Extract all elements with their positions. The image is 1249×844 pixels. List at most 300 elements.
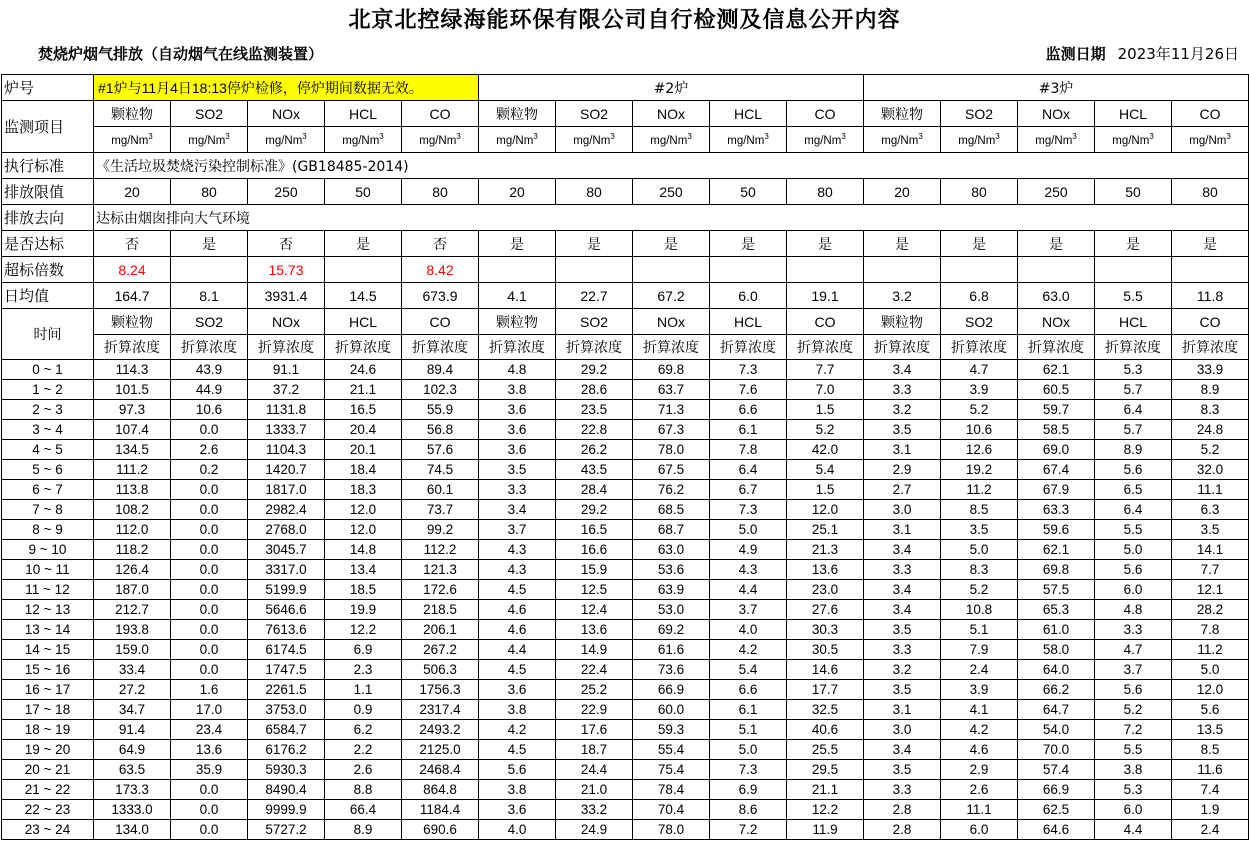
hour-value: 27.2: [94, 680, 171, 700]
page-title: 北京北控绿海能环保有限公司自行检测及信息公开内容: [348, 7, 901, 33]
hour-value: 3.4: [864, 540, 941, 560]
hour-value: 8.5: [1172, 740, 1249, 760]
hour-value: 3.9: [941, 680, 1018, 700]
hour-label: 0 ~ 1: [2, 360, 94, 380]
unit-text: mg/Nm: [727, 134, 765, 147]
pollutant-header-lower: 颗粒物: [94, 309, 171, 335]
hour-value: 5930.3: [248, 760, 325, 780]
hour-value: 12.0: [787, 500, 864, 520]
hour-value: 3.1: [864, 700, 941, 720]
compliance-value: 是: [1095, 231, 1172, 257]
hour-value: 864.8: [402, 780, 479, 800]
exceed-value: [941, 257, 1018, 283]
hour-value: 4.2: [710, 640, 787, 660]
hour-value: 14.1: [1172, 540, 1249, 560]
hour-value: 76.2: [633, 480, 710, 500]
unit-text: mg/Nm: [958, 134, 996, 147]
hour-value: 66.9: [1018, 780, 1095, 800]
hour-value: 6176.2: [248, 740, 325, 760]
compliance-value: 是: [1018, 231, 1095, 257]
hour-label: 10 ~ 11: [2, 560, 94, 580]
hour-value: 21.3: [787, 540, 864, 560]
hour-value: 6.9: [710, 780, 787, 800]
hour-value: 0.0: [171, 500, 248, 520]
hour-value: 73.7: [402, 500, 479, 520]
hour-value: 5.0: [941, 540, 1018, 560]
hour-value: 15.9: [556, 560, 633, 580]
unit-cell: [1172, 127, 1249, 153]
hour-value: 6.0: [1095, 580, 1172, 600]
pollutant-header-lower: HCL: [325, 309, 402, 335]
hour-value: 63.9: [633, 580, 710, 600]
limit-value: 80: [171, 179, 248, 205]
hour-value: 1817.0: [248, 480, 325, 500]
hour-value: 4.6: [941, 740, 1018, 760]
compliance-value: 是: [864, 231, 941, 257]
exceed-value: [787, 257, 864, 283]
hour-value: 11.9: [787, 820, 864, 840]
unit-superscript: 3: [533, 132, 538, 142]
hour-value: 37.2: [248, 380, 325, 400]
hour-value: 3753.0: [248, 700, 325, 720]
hour-value: 29.5: [787, 760, 864, 780]
limit-value: 80: [941, 179, 1018, 205]
hour-value: 6.3: [1172, 500, 1249, 520]
hour-value: 108.2: [94, 500, 171, 520]
daily-avg-value: 14.5: [325, 283, 402, 309]
hour-value: 8.9: [1172, 380, 1249, 400]
hour-value: 6.2: [325, 720, 402, 740]
pollutant-header: NOx: [1018, 101, 1095, 127]
compliance-value: 是: [479, 231, 556, 257]
exceed-value: [1172, 257, 1249, 283]
hour-value: 5.5: [1095, 520, 1172, 540]
row-label-limit: 排放限值: [2, 179, 94, 205]
hour-value: 63.3: [1018, 500, 1095, 520]
hour-value: 101.5: [94, 380, 171, 400]
hour-value: 4.2: [479, 720, 556, 740]
daily-avg-value: 4.1: [479, 283, 556, 309]
hour-value: 107.4: [94, 420, 171, 440]
hour-value: 7613.6: [248, 620, 325, 640]
daily-avg-value: 6.0: [710, 283, 787, 309]
converted-label: 折算浓度: [479, 335, 556, 360]
hour-value: 9999.9: [248, 800, 325, 820]
hour-value: 3.4: [864, 740, 941, 760]
hour-label: 11 ~ 12: [2, 580, 94, 600]
hour-value: 32.5: [787, 700, 864, 720]
hour-value: 3.7: [479, 520, 556, 540]
hour-value: 1.9: [1172, 800, 1249, 820]
converted-label: 折算浓度: [402, 335, 479, 360]
hour-value: 6.6: [710, 400, 787, 420]
hour-value: 3317.0: [248, 560, 325, 580]
row-label-standard: 执行标准: [2, 153, 94, 179]
unit-text: mg/Nm: [573, 134, 611, 147]
pollutant-header: 颗粒物: [94, 101, 171, 127]
hour-value: 3.5: [864, 620, 941, 640]
hour-value: 6.5: [1095, 480, 1172, 500]
hour-value: 8490.4: [248, 780, 325, 800]
hour-value: 5.2: [787, 420, 864, 440]
hour-value: 5646.6: [248, 600, 325, 620]
unit-superscript: 3: [148, 132, 153, 142]
hour-value: 2.6: [941, 780, 1018, 800]
hour-value: 3.5: [941, 520, 1018, 540]
hour-value: 0.0: [171, 640, 248, 660]
hour-value: 6.4: [1095, 400, 1172, 420]
hour-value: 1333.0: [94, 800, 171, 820]
unit-cell: [325, 127, 402, 153]
section-subtitle: 焚烧炉烟气排放（自动烟气在线监测装置）: [38, 45, 324, 63]
hour-value: 69.2: [633, 620, 710, 640]
hour-value: 22.8: [556, 420, 633, 440]
pollutant-header: HCL: [710, 101, 787, 127]
hour-value: 206.1: [402, 620, 479, 640]
hour-value: 5.6: [1172, 700, 1249, 720]
hour-value: 113.8: [94, 480, 171, 500]
hour-value: 14.8: [325, 540, 402, 560]
hour-value: 4.3: [710, 560, 787, 580]
hour-label: 16 ~ 17: [2, 680, 94, 700]
unit-superscript: 3: [841, 132, 846, 142]
hour-value: 64.9: [94, 740, 171, 760]
unit-superscript: 3: [1226, 132, 1231, 142]
limit-value: 80: [556, 179, 633, 205]
hour-value: 12.0: [325, 500, 402, 520]
hour-value: 159.0: [94, 640, 171, 660]
hour-value: 7.4: [1172, 780, 1249, 800]
hour-value: 121.3: [402, 560, 479, 580]
hour-value: 23.4: [171, 720, 248, 740]
hour-value: 3.9: [941, 380, 1018, 400]
hour-value: 3.3: [1095, 620, 1172, 640]
unit-cell: [402, 127, 479, 153]
hour-value: 64.6: [1018, 820, 1095, 840]
hour-value: 70.0: [1018, 740, 1095, 760]
hour-value: 5.2: [1172, 440, 1249, 460]
limit-value: 20: [94, 179, 171, 205]
converted-label: 折算浓度: [864, 335, 941, 360]
hour-value: 0.0: [171, 620, 248, 640]
hour-value: 33.4: [94, 660, 171, 680]
unit-superscript: 3: [225, 132, 230, 142]
compliance-value: 是: [633, 231, 710, 257]
hour-value: 26.2: [556, 440, 633, 460]
hour-value: 0.0: [171, 780, 248, 800]
hour-value: 91.4: [94, 720, 171, 740]
hour-value: 112.2: [402, 540, 479, 560]
exceed-value: 8.42: [402, 257, 479, 283]
unit-cell: [171, 127, 248, 153]
hour-value: 2.7: [864, 480, 941, 500]
pollutant-header-lower: NOx: [1018, 309, 1095, 335]
hour-value: 55.9: [402, 400, 479, 420]
compliance-value: 是: [171, 231, 248, 257]
hour-value: 21.1: [787, 780, 864, 800]
hour-value: 0.0: [171, 580, 248, 600]
hour-value: 134.5: [94, 440, 171, 460]
pollutant-header-lower: SO2: [556, 309, 633, 335]
hour-value: 8.6: [710, 800, 787, 820]
daily-avg-value: 63.0: [1018, 283, 1095, 309]
hour-value: 53.0: [633, 600, 710, 620]
daily-avg-value: 3931.4: [248, 283, 325, 309]
unit-text: mg/Nm: [496, 134, 534, 147]
daily-avg-value: 673.9: [402, 283, 479, 309]
hour-value: 3.5: [864, 420, 941, 440]
hour-value: 12.0: [325, 520, 402, 540]
hour-value: 267.2: [402, 640, 479, 660]
row-label-destination: 排放去向: [2, 205, 94, 231]
hour-value: 4.7: [941, 360, 1018, 380]
hour-value: 2.6: [171, 440, 248, 460]
hour-value: 75.4: [633, 760, 710, 780]
compliance-value: 否: [402, 231, 479, 257]
date-value: 2023年11月26日: [1117, 45, 1239, 63]
hour-value: 65.3: [1018, 600, 1095, 620]
hour-value: 2982.4: [248, 500, 325, 520]
hour-value: 7.7: [787, 360, 864, 380]
unit-superscript: 3: [610, 132, 615, 142]
hour-value: 18.4: [325, 460, 402, 480]
hour-label: 12 ~ 13: [2, 600, 94, 620]
hour-value: 17.6: [556, 720, 633, 740]
hour-value: 66.4: [325, 800, 402, 820]
hour-value: 30.5: [787, 640, 864, 660]
converted-label: 折算浓度: [787, 335, 864, 360]
hour-value: 7.7: [1172, 560, 1249, 580]
exceed-value: [556, 257, 633, 283]
hour-value: 59.7: [1018, 400, 1095, 420]
hour-value: 70.4: [633, 800, 710, 820]
hour-label: 18 ~ 19: [2, 720, 94, 740]
hour-value: 4.5: [479, 580, 556, 600]
hour-value: 3.6: [479, 680, 556, 700]
hour-value: 21.0: [556, 780, 633, 800]
unit-superscript: 3: [687, 132, 692, 142]
hour-value: 74.5: [402, 460, 479, 480]
hour-value: 118.2: [94, 540, 171, 560]
hour-value: 2.9: [864, 460, 941, 480]
hour-value: 2.8: [864, 800, 941, 820]
hour-value: 2125.0: [402, 740, 479, 760]
hour-value: 24.4: [556, 760, 633, 780]
hour-value: 12.4: [556, 600, 633, 620]
hour-value: 20.1: [325, 440, 402, 460]
pollutant-header: NOx: [248, 101, 325, 127]
hour-value: 57.4: [1018, 760, 1095, 780]
hour-value: 10.6: [941, 420, 1018, 440]
hour-value: 5.0: [710, 520, 787, 540]
hour-value: 99.2: [402, 520, 479, 540]
hour-value: 1.6: [171, 680, 248, 700]
hour-value: 4.0: [710, 620, 787, 640]
hour-value: 3.3: [864, 560, 941, 580]
hour-value: 69.8: [633, 360, 710, 380]
unit-cell: [1095, 127, 1172, 153]
unit-text: mg/Nm: [881, 134, 919, 147]
hour-value: 3.6: [479, 420, 556, 440]
pollutant-header-lower: 颗粒物: [864, 309, 941, 335]
hour-value: 5.4: [787, 460, 864, 480]
row-label-furnace: 炉号: [2, 75, 94, 101]
hour-value: 68.5: [633, 500, 710, 520]
hour-value: 5.2: [1095, 700, 1172, 720]
hour-value: 5.1: [710, 720, 787, 740]
hour-value: 0.0: [171, 660, 248, 680]
hour-value: 8.5: [941, 500, 1018, 520]
unit-superscript: 3: [456, 132, 461, 142]
hour-value: 3.8: [479, 780, 556, 800]
hour-value: 67.5: [633, 460, 710, 480]
hour-value: 18.7: [556, 740, 633, 760]
hour-value: 29.2: [556, 360, 633, 380]
hour-value: 1420.7: [248, 460, 325, 480]
hour-value: 8.3: [941, 560, 1018, 580]
hour-value: 6.7: [710, 480, 787, 500]
daily-avg-value: 164.7: [94, 283, 171, 309]
unit-text: mg/Nm: [419, 134, 457, 147]
hour-value: 6.1: [710, 420, 787, 440]
hour-value: 173.3: [94, 780, 171, 800]
hour-label: 21 ~ 22: [2, 780, 94, 800]
hour-value: 43.9: [171, 360, 248, 380]
pollutant-header-lower: CO: [1172, 309, 1249, 335]
hour-value: 11.1: [1172, 480, 1249, 500]
hour-value: 60.5: [1018, 380, 1095, 400]
hour-value: 3.7: [1095, 660, 1172, 680]
limit-value: 80: [787, 179, 864, 205]
monitoring-date: [1046, 44, 1239, 64]
hour-value: 4.8: [479, 360, 556, 380]
hour-value: 4.2: [941, 720, 1018, 740]
unit-text: mg/Nm: [1112, 134, 1150, 147]
hour-value: 7.2: [1095, 720, 1172, 740]
hour-value: 6.4: [1095, 500, 1172, 520]
hour-label: 15 ~ 16: [2, 660, 94, 680]
hour-label: 6 ~ 7: [2, 480, 94, 500]
hour-value: 3.1: [864, 520, 941, 540]
hour-value: 4.4: [479, 640, 556, 660]
hour-value: 35.9: [171, 760, 248, 780]
hour-value: 67.9: [1018, 480, 1095, 500]
hour-value: 3.8: [479, 700, 556, 720]
hour-value: 3.6: [479, 440, 556, 460]
hour-value: 63.0: [633, 540, 710, 560]
pollutant-header-lower: 颗粒物: [479, 309, 556, 335]
hour-value: 3.0: [864, 500, 941, 520]
hour-value: 2261.5: [248, 680, 325, 700]
hour-value: 4.3: [479, 560, 556, 580]
hour-label: 17 ~ 18: [2, 700, 94, 720]
compliance-value: 是: [556, 231, 633, 257]
exceed-value: 8.24: [94, 257, 171, 283]
unit-superscript: 3: [302, 132, 307, 142]
hour-value: 78.0: [633, 440, 710, 460]
hour-value: 59.3: [633, 720, 710, 740]
hour-value: 17.0: [171, 700, 248, 720]
converted-label: 折算浓度: [171, 335, 248, 360]
hour-value: 193.8: [94, 620, 171, 640]
hour-value: 1131.8: [248, 400, 325, 420]
unit-text: mg/Nm: [342, 134, 380, 147]
exceed-value: [171, 257, 248, 283]
hour-value: 16.5: [325, 400, 402, 420]
hour-value: 21.1: [325, 380, 402, 400]
hour-value: 66.9: [633, 680, 710, 700]
hour-value: 3.6: [479, 800, 556, 820]
hour-value: 24.6: [325, 360, 402, 380]
hour-value: 3.3: [479, 480, 556, 500]
hour-value: 218.5: [402, 600, 479, 620]
hour-value: 111.2: [94, 460, 171, 480]
limit-value: 20: [864, 179, 941, 205]
limit-value: 50: [325, 179, 402, 205]
unit-cell: [941, 127, 1018, 153]
hour-value: 4.4: [710, 580, 787, 600]
hour-value: 69.8: [1018, 560, 1095, 580]
hour-value: 11.1: [941, 800, 1018, 820]
converted-label: 折算浓度: [941, 335, 1018, 360]
hour-value: 12.2: [325, 620, 402, 640]
hour-value: 5.3: [1095, 360, 1172, 380]
hour-value: 91.1: [248, 360, 325, 380]
exceed-value: [633, 257, 710, 283]
hour-value: 13.6: [556, 620, 633, 640]
hour-value: 1333.7: [248, 420, 325, 440]
exceed-value: 15.73: [248, 257, 325, 283]
hour-value: 40.6: [787, 720, 864, 740]
hour-value: 12.6: [941, 440, 1018, 460]
hour-value: 5.0: [1172, 660, 1249, 680]
hour-value: 0.9: [325, 700, 402, 720]
hour-value: 23.5: [556, 400, 633, 420]
hour-label: 23 ~ 24: [2, 820, 94, 840]
hour-value: 61.0: [1018, 620, 1095, 640]
hour-value: 64.7: [1018, 700, 1095, 720]
hour-value: 172.6: [402, 580, 479, 600]
hour-value: 4.7: [1095, 640, 1172, 660]
hour-value: 4.5: [479, 660, 556, 680]
hour-value: 3.2: [864, 400, 941, 420]
hour-value: 2.2: [325, 740, 402, 760]
limit-value: 80: [402, 179, 479, 205]
hour-value: 5199.9: [248, 580, 325, 600]
pollutant-header-lower: HCL: [710, 309, 787, 335]
hour-label: 19 ~ 20: [2, 740, 94, 760]
hour-value: 2.3: [325, 660, 402, 680]
hour-value: 28.2: [1172, 600, 1249, 620]
hour-value: 5.2: [941, 580, 1018, 600]
hour-value: 5727.2: [248, 820, 325, 840]
hour-value: 62.5: [1018, 800, 1095, 820]
hour-value: 58.5: [1018, 420, 1095, 440]
hour-value: 5.3: [1095, 780, 1172, 800]
hour-value: 24.8: [1172, 420, 1249, 440]
hour-value: 1756.3: [402, 680, 479, 700]
hour-label: 13 ~ 14: [2, 620, 94, 640]
hour-value: 3.4: [864, 600, 941, 620]
destination-text: 达标由烟囱排向大气环境: [94, 205, 1249, 231]
pollutant-header: HCL: [1095, 101, 1172, 127]
pollutant-header-lower: CO: [402, 309, 479, 335]
emissions-table: [1, 74, 1249, 840]
pollutant-header: 颗粒物: [479, 101, 556, 127]
hour-value: 2768.0: [248, 520, 325, 540]
hour-value: 7.3: [710, 760, 787, 780]
compliance-value: 是: [710, 231, 787, 257]
